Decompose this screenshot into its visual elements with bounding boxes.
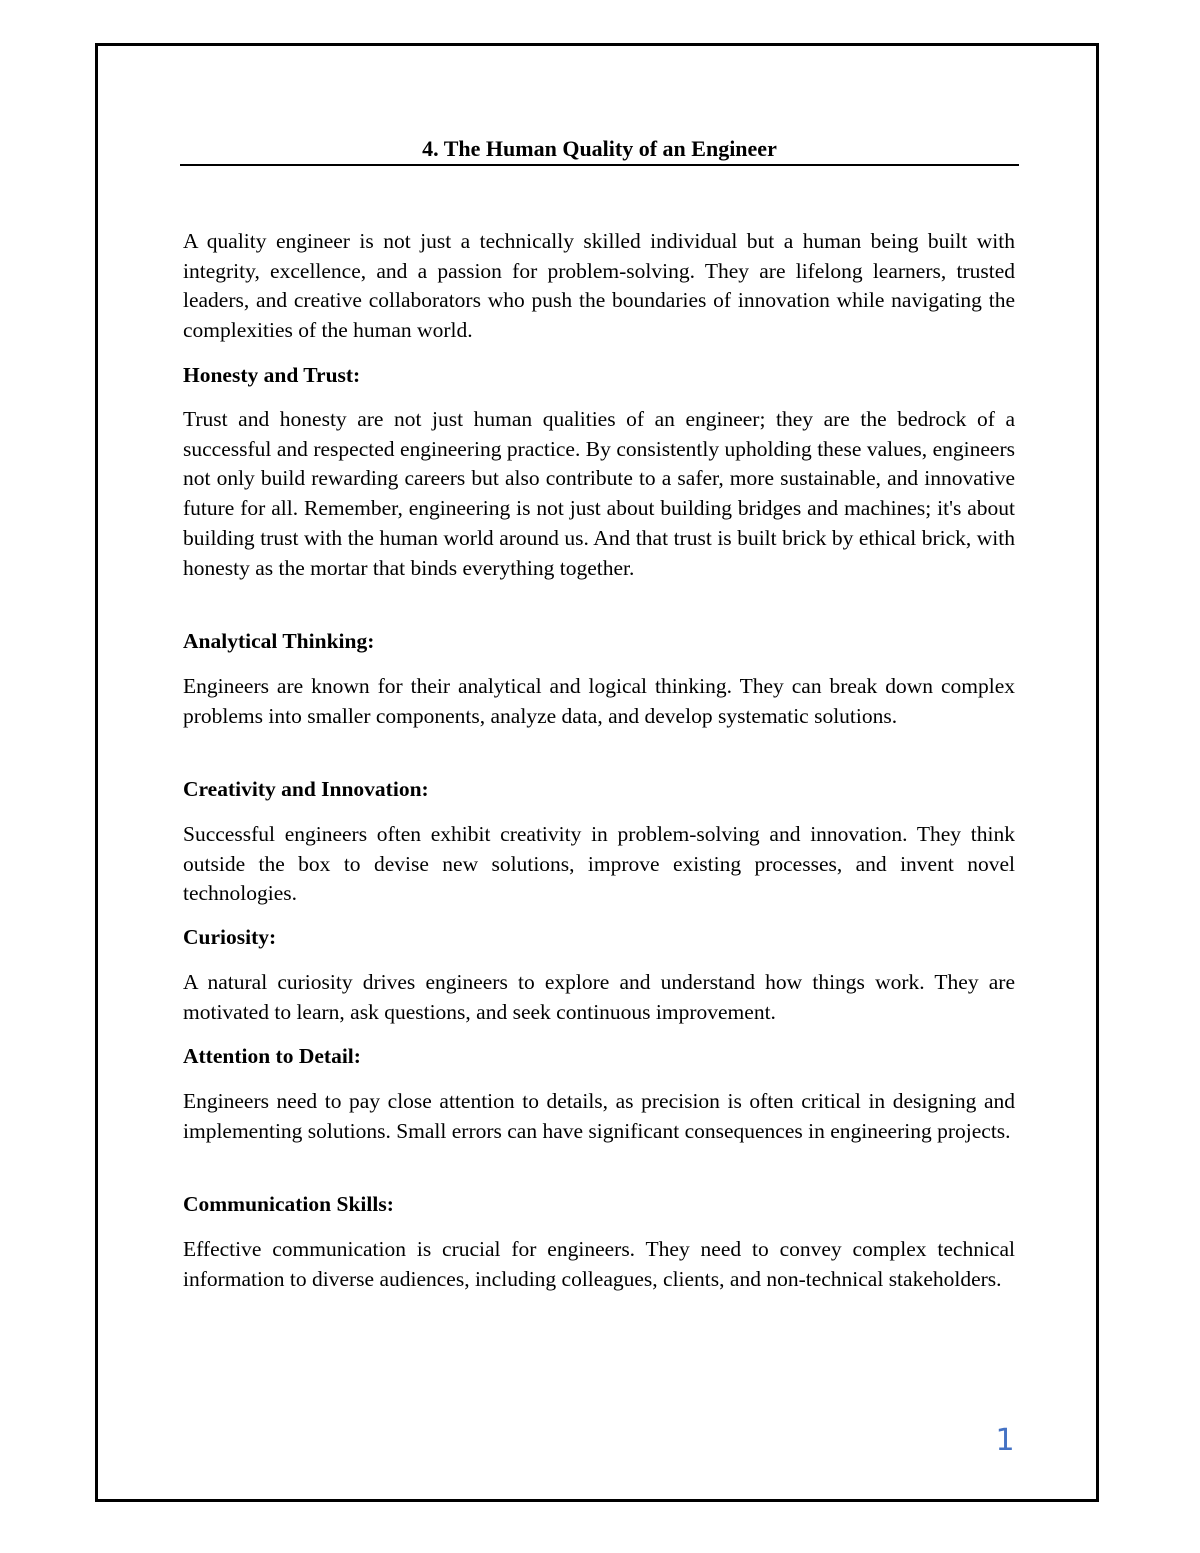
section-body-analytical: Engineers are known for their analytical and logical thinking. They can break down complex problems into smaller components, analyze data, and develop systematic solutions. bbox=[183, 674, 1015, 728]
intro-paragraph: A quality engineer is not just a technically skilled individual but a human being built with integrity, excellence, and a passion for problem-solving. They are lifelong learners, trusted leaders, and creative collaborators who push the boundaries of innovation while navigating the complexities of the human world. bbox=[183, 229, 1015, 343]
section-heading-communication: Communication Skills: bbox=[183, 1192, 394, 1216]
section-heading-curiosity: Curiosity: bbox=[183, 925, 277, 949]
section-heading-creativity: Creativity and Innovation: bbox=[183, 777, 429, 801]
section-body-attention: Engineers need to pay close attention to details, as precision is often critical in designing and implementing solutions. Small errors can have significant consequences in engineering projects. bbox=[183, 1089, 1015, 1143]
page-number: 1 bbox=[995, 1423, 1015, 1458]
section-body-honesty: Trust and honesty are not just human qualities of an engineer; they are the bedrock of a successful and respected engineering practice. By consistently upholding these values, engineers not only build rewarding careers but also contribute to a safer, more sustainable, and innovative future for all. Remember, engineering is not just about building bridges and machines; it's about building trust with the human world around us. And that trust is built brick by ethical brick, with honesty as the mortar that binds everything together. bbox=[183, 407, 1015, 580]
section-heading-attention: Attention to Detail: bbox=[183, 1044, 361, 1068]
page-title: 4. The Human Quality of an Engineer bbox=[180, 136, 1019, 166]
section-body-curiosity: A natural curiosity drives engineers to explore and understand how things work. They are motivated to learn, ask questions, and seek continuous improvement. bbox=[183, 970, 1015, 1024]
section-body-communication: Effective communication is crucial for engineers. They need to convey complex technical information to diverse audiences, including colleagues, clients, and non-technical stakeholders. bbox=[183, 1237, 1015, 1291]
section-body-creativity: Successful engineers often exhibit creativity in problem-solving and innovation. They think outside the box to devise new solutions, improve existing processes, and invent novel technologies. bbox=[183, 822, 1015, 906]
section-heading-analytical: Analytical Thinking: bbox=[183, 629, 375, 653]
section-heading-honesty: Honesty and Trust: bbox=[183, 363, 361, 387]
